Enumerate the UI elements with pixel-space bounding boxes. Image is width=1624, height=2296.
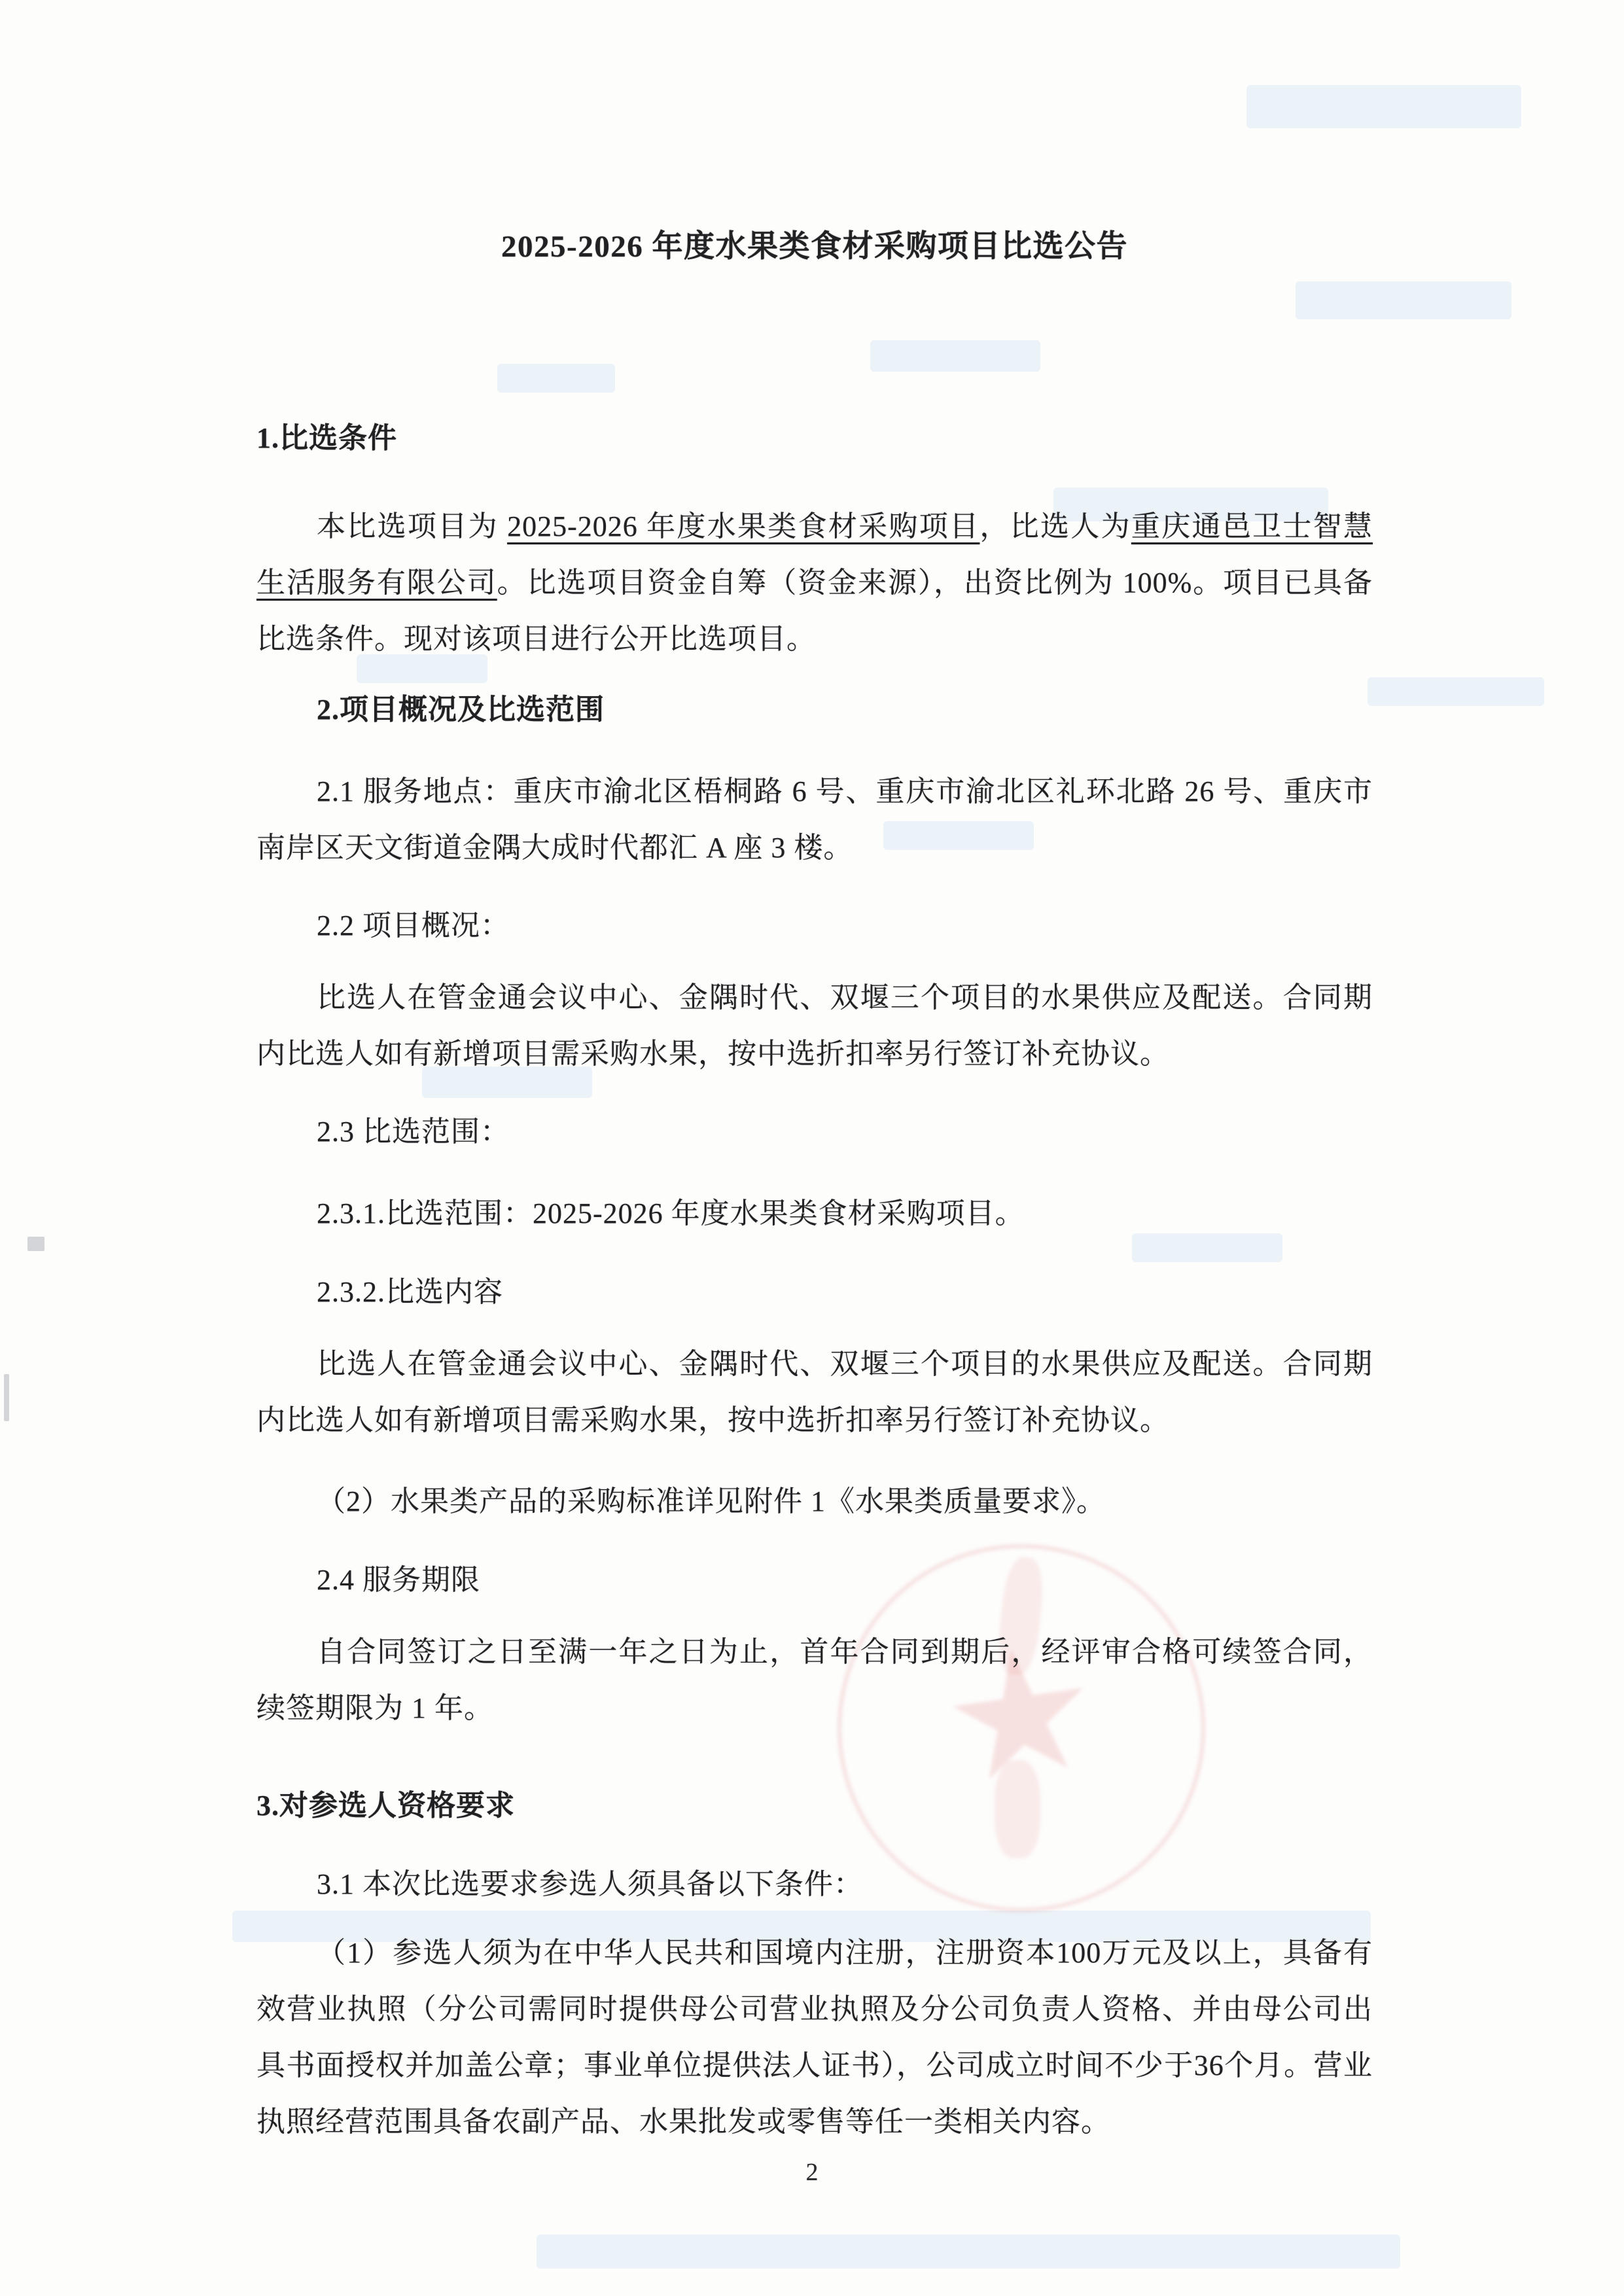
section-2-heading: 2.项目概况及比选范围 [317,694,605,726]
section-2-4-heading: 2.4 服务期限 [317,1564,480,1596]
scan-artifact [1246,85,1521,128]
intro-seg-2: ，比选人为 [980,510,1131,542]
selection-content-paragraph: 比选人在管金通会议中心、金隅时代、双堰三个项目的水果供应及配送。合同期内比选人如有新增项目需采购水果，按中选折扣率另行签订补充协议。 [256,1348,1373,1436]
page-number: 2 [805,2159,819,2186]
scan-artifact [497,364,615,393]
section-3-1-heading: 3.1 本次比选要求参选人须具备以下条件： [317,1868,863,1900]
scan-artifact [4,1374,9,1421]
fruit-standard-paragraph: （2）水果类产品的采购标准详见附件 1《水果类质量要求》。 [317,1485,1106,1517]
scan-artifact [1296,281,1511,319]
section-3-heading: 3.对参选人资格要求 [256,1790,515,1822]
scan-artifact [537,2234,1400,2269]
scan-artifact [1368,677,1544,706]
section-2-3-heading: 2.3 比选范围： [317,1116,510,1148]
project-overview-paragraph: 比选人在管金通会议中心、金隅时代、双堰三个项目的水果供应及配送。合同期内比选人如有新增项目需采购水果，按中选折扣率另行签订补充协议。 [256,981,1373,1070]
qualification-item-1-paragraph: （1）参选人须为在中华人民共和国境内注册，注册资本100万元及以上，具备有效营业执照（分公司需同时提供母公司营业执照及分公司负责人资格、并由母公司出具书面授权并加盖公章；事业单位提供法人证书），公司成立时间不少于36个月。营业执照经营范围具备农副产品、水果批发或零售等任一类相关内容。 [256,1937,1373,2138]
intro-seg-0: 本比选项目为 [317,510,508,542]
scan-artifact [870,340,1040,372]
document-title: 2025-2026 年度水果类食材采购项目比选公告 [501,230,1128,264]
section-2-3-2-heading: 2.3.2.比选内容 [317,1276,503,1308]
section-2-3-1-paragraph: 2.3.1.比选范围：2025-2026 年度水果类食材采购项目。 [317,1197,1025,1229]
intro-paragraph [256,499,1373,667]
scan-artifact [27,1237,44,1251]
project-name-underlined: 2025-2026 年度水果类食材采购项目 [507,510,980,542]
company-name-underlined: 重庆通邑卫士智慧生活服务有限公司 [256,510,1373,599]
service-location-paragraph: 2.1 服务地点：重庆市渝北区梧桐路 6 号、重庆市渝北区礼环北路 26 号、重庆市南岸区天文街道金隅大成时代都汇 A 座 3 楼。 [256,775,1373,864]
section-1-heading: 1.比选条件 [256,422,397,454]
service-term-paragraph: 自合同签订之日至满一年之日为止，首年合同到期后，经评审合格可续签合同，续签期限为 1 年。 [256,1636,1373,1724]
intro-seg-4: 。比选项目资金自筹（资金来源），出资比例为 100%。项目已具备比选条件。现对该项目进行公开比选项目。 [256,567,1373,655]
section-2-2-heading: 2.2 项目概况： [317,910,510,942]
